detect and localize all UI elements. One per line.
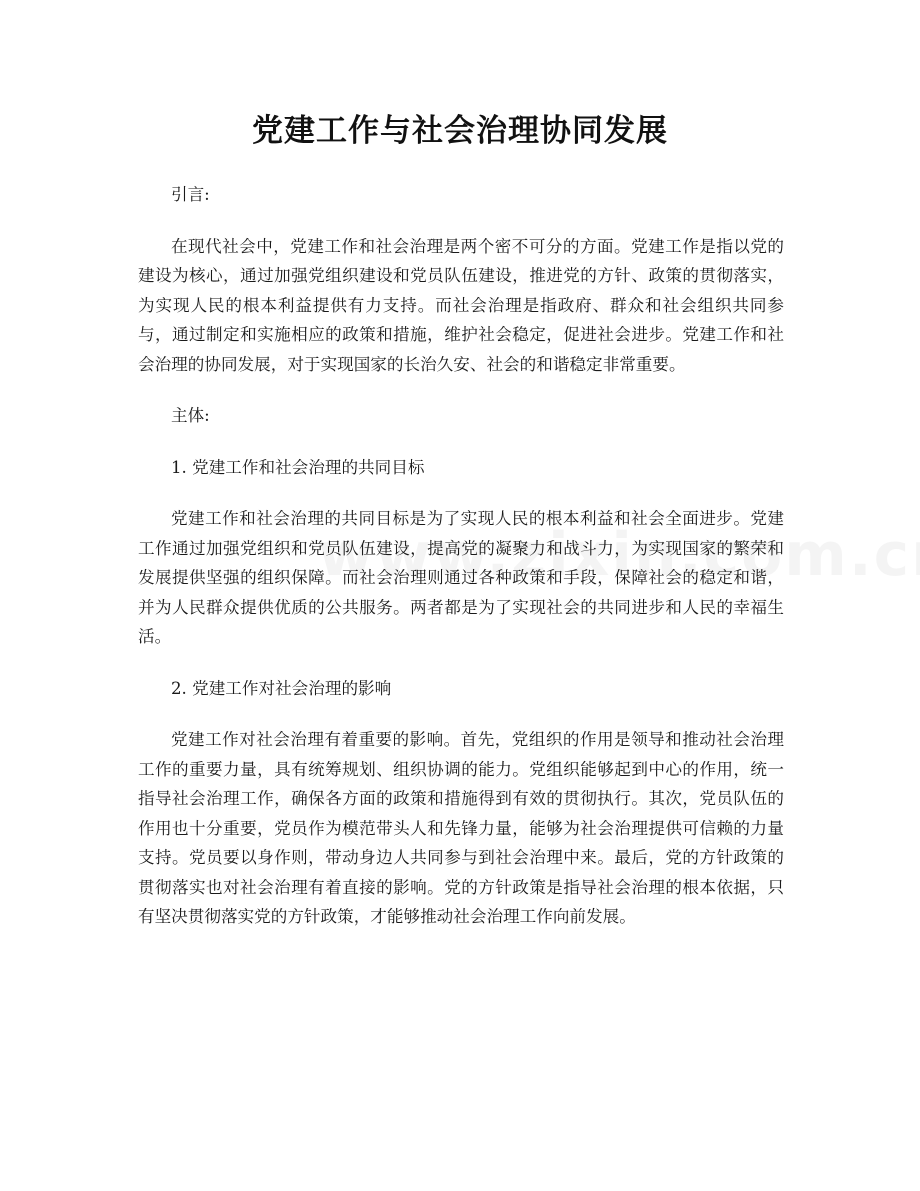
- paragraph-intro: 在现代社会中，党建工作和社会治理是两个密不可分的方面。党建工作是指以党的建设为核心，通过加强党组织建设和党员队伍建设，推进党的方针、政策的贯彻落实，为实现人民的根本利益提供有力支持。而社会治理是指政府、群众和社会组织共同参与，通过制定和实施相应的政策和措施，维护社会稳定，促进社会进步。党建工作和社会治理的协同发展，对于实现国家的长治久安、社会的和谐稳定非常重要。: [138, 236, 784, 374]
- section-label-main: 主体:: [171, 406, 210, 425]
- paragraph-common-goal: 党建工作和社会治理的共同目标是为了实现人民的根本利益和社会全面进步。党建工作通过加强党组织和党员队伍建设，提高党的凝聚力和战斗力，为实现国家的繁荣和发展提供坚强的组织保障。而社会治理则通过各种政策和手段，保障社会的稳定和谐，并为人民群众提供优质的公共服务。两者都是为了实现社会的共同进步和人民的幸福生活。: [138, 509, 784, 646]
- subheading-common-goal: 1. 党建工作和社会治理的共同目标: [171, 457, 425, 477]
- document-title: 党建工作与社会治理协同发展: [252, 113, 668, 149]
- section-label-intro: 引言:: [171, 185, 210, 204]
- document-body: [138, 180, 784, 954]
- paragraph-influence: 党建工作对社会治理有着重要的影响。首先，党组织的作用是领导和推动社会治理工作的重要力量，具有统筹规划、组织协调的能力。党组织能够起到中心的作用，统一指导社会治理工作，确保各方面的政策和措施得到有效的贯彻执行。其次，党员队伍的作用也十分重要，党员作为模范带头人和先锋力量，能够为社会治理提供可信赖的力量支持。党员要以身作则，带动身边人共同参与到社会治理中来。最后，党的方针政策的贯彻落实也对社会治理有着直接的影响。党的方针政策是指导社会治理的根本依据，只有坚决贯彻落实党的方针政策，才能够推动社会治理工作向前发展。: [138, 730, 784, 926]
- subheading-influence: 2. 党建工作对社会治理的影响: [171, 678, 392, 698]
